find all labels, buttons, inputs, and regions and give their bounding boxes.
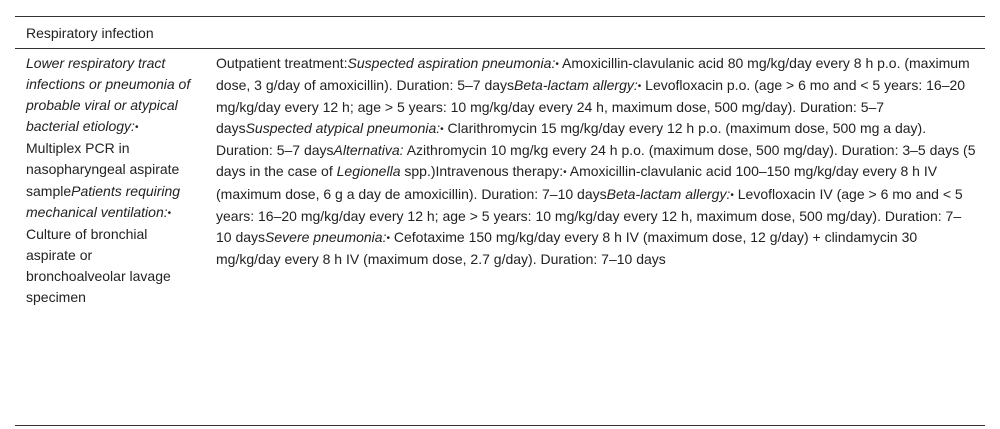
bottom-rule bbox=[15, 425, 985, 426]
aspiration-regimen: Amoxicillin-clavulanic acid 80 mg/kg/day every 8 h p.o. (maximum dose, 3 g/day of amoxicillin). Duration: 5–7 days bbox=[216, 55, 970, 94]
bullet-icon: • bbox=[563, 167, 567, 179]
bullet-icon: • bbox=[637, 81, 642, 93]
bullet-icon: • bbox=[730, 189, 734, 201]
table-header bbox=[15, 17, 985, 48]
atypical-heading: Suspected atypical pneumonia: bbox=[245, 120, 441, 137]
outpatient-heading: Outpatient treatment: bbox=[216, 55, 348, 71]
guideline-table bbox=[15, 16, 985, 426]
diagnosis-condition-1: Lower respiratory tract infections or pneumonia of probable viral or atypical bacterial etiology: bbox=[26, 55, 191, 135]
allergy-heading-2: Beta-lactam allergy: bbox=[606, 185, 731, 202]
diagnosis-test-2: Culture of bronchial aspirate or bronchoalveolar lavage specimen bbox=[26, 225, 171, 306]
diagnosis-condition-2: Patients requiring mechanical ventilation: bbox=[26, 182, 181, 220]
header-title: Respiratory infection bbox=[26, 24, 154, 41]
allergy-heading-1: Beta-lactam allergy: bbox=[514, 77, 638, 94]
treatment-cell bbox=[195, 53, 976, 425]
iv-regimen: Amoxicillin-clavulanic acid 100–150 mg/kg/day every 8 h IV (maximum dose, 6 g a day de amoxicillin). Duration: 7–10 days bbox=[216, 163, 938, 202]
bullet-icon: • bbox=[386, 232, 390, 244]
diagnosis-cell bbox=[15, 53, 195, 425]
bullet-icon: • bbox=[134, 122, 139, 134]
allergy-regimen-1: Levofloxacin p.o. (age > 6 mo and < 5 years: 16–20 mg/kg/day every 12 h; age > 5 years: 10 mg/kg/day every 24 h, maximum dose, 500 mg/day). Duration: 5–7 days bbox=[216, 77, 966, 137]
allergy-regimen-2: Levofloxacin IV (age > 6 mo and < 5 years: 16–20 mg/kg/day every 12 h; age > 5 years: 10 mg/kg/day every 12 h, maximum dose, 500 mg/day). Duration: 7–10 days bbox=[216, 185, 963, 245]
bullet-icon: • bbox=[440, 124, 444, 136]
atypical-regimen: Clarithromycin 15 mg/kg/day every 12 h p.o. (maximum dose, 500 mg a day). Duration: 5–7 days bbox=[216, 120, 927, 159]
alternative-regimen: Azithromycin 10 mg/kg every 24 h p.o. (maximum dose, 500 mg/day). Duration: 3–5 days (5 days in the case of bbox=[216, 142, 976, 180]
alternative-heading: Alternativa: bbox=[333, 142, 404, 159]
severe-regimen: Cefotaxime 150 mg/kg/day every 8 h IV (maximum dose, 12 g/day) + clindamycin 30 mg/kg/day every 8 h IV (maximum dose, 2.7 g/day). Duration: 7–10 days bbox=[216, 228, 918, 267]
iv-heading: spp.)Intravenous therapy: bbox=[400, 163, 564, 180]
legionella-term: Legionella bbox=[336, 163, 401, 180]
bullet-icon: • bbox=[167, 207, 172, 219]
aspiration-heading: Suspected aspiration pneumonia: bbox=[347, 55, 556, 71]
severe-heading: Severe pneumonia: bbox=[265, 228, 387, 245]
diagnosis-test-1: Multiplex PCR in nasopharyngeal aspirate sample bbox=[26, 140, 180, 199]
table-row bbox=[15, 49, 985, 425]
bullet-icon: • bbox=[555, 59, 559, 70]
